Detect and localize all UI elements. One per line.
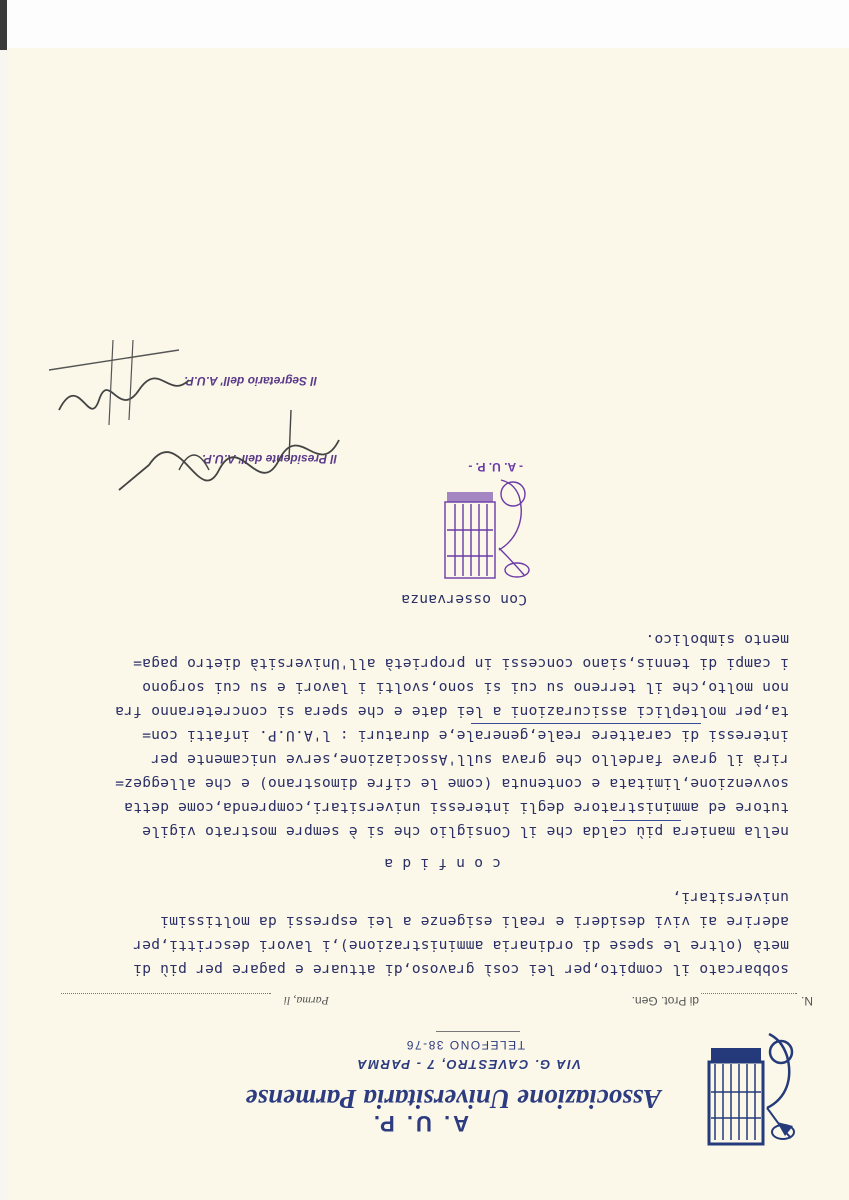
secretary-signature: [39, 320, 199, 440]
underline-interessi: [471, 723, 701, 724]
letterhead-divider: [436, 1031, 520, 1032]
org-name: Associazione Universitaria Parmense: [245, 1084, 661, 1114]
prot-number-field: [701, 993, 797, 994]
prot-label: di Prot. Gen.: [631, 994, 699, 1008]
body2-line-8: i campi di tennis,siano concessi in proprietà all'Università dietro paga=: [133, 655, 789, 672]
president-label: Il Presidente dell' A.U.P.: [202, 452, 337, 466]
body-line-3: aderire ai vivi desideri e reali esigenze a lei espressi da moltissimi: [159, 913, 789, 930]
body2-line-6: ta,per molteplici assicurazioni a lei date e che spera si concreteranno fra: [115, 703, 789, 720]
place-label: Parma, li: [283, 994, 329, 1008]
body-line-2: metà (oltre le spese di ordinaria amministrazione),i lavori descritti,per: [133, 937, 789, 954]
confida-heading: c o n f i d a: [384, 855, 501, 872]
secretary-label: Il Segretario dell' A.U.P.: [184, 374, 317, 388]
body-line-1: sobbarcato il compito,per lei così gravoso,di attuare e pagare per più di: [133, 961, 789, 978]
body2-line-2: tutore ed amministratore degli interessi universitari,comprenda,come detta: [124, 799, 789, 816]
org-phone: TELEFONO 38-76: [405, 1038, 525, 1052]
aup-logo-emblem: [705, 1026, 797, 1148]
body2-line-1: nella maniera più calda che il Consiglio che si è sempre mostrato vigile: [141, 823, 789, 840]
org-acronym: A. U. P.: [370, 1111, 469, 1136]
org-address: VIA G. CAVESTRO, 7 - PARMA: [355, 1057, 581, 1072]
body2-line-4: rirà il grave fardello che grava sull'Associazione,serve unicamente per: [150, 751, 789, 768]
stamp-label: - A. U. P. -: [468, 460, 523, 474]
closing-text: Con osservanza: [401, 591, 527, 608]
body2-line-7: non molto,che il terreno su cui si sono,svolti i lavori e su cui sorgono: [141, 679, 789, 696]
letterhead-logo: [705, 1026, 797, 1148]
aup-stamp: [431, 456, 535, 586]
date-field: [61, 993, 271, 994]
prot-prefix: N.: [801, 994, 813, 1008]
body2-line-9: mento simbolico.: [645, 631, 789, 648]
body2-line-5: interessi di carattere reale,generale,e duraturi : l'A.U.P. infatti con=: [141, 727, 789, 744]
aup-stamp-emblem: [431, 476, 535, 586]
body2-line-3: sovvenzione,limitata e contenuta (come le cifre dimostrano) e che alleggez=: [115, 775, 789, 792]
underline-piu-calda: [613, 820, 681, 821]
body-line-4: universitari,: [672, 889, 789, 906]
